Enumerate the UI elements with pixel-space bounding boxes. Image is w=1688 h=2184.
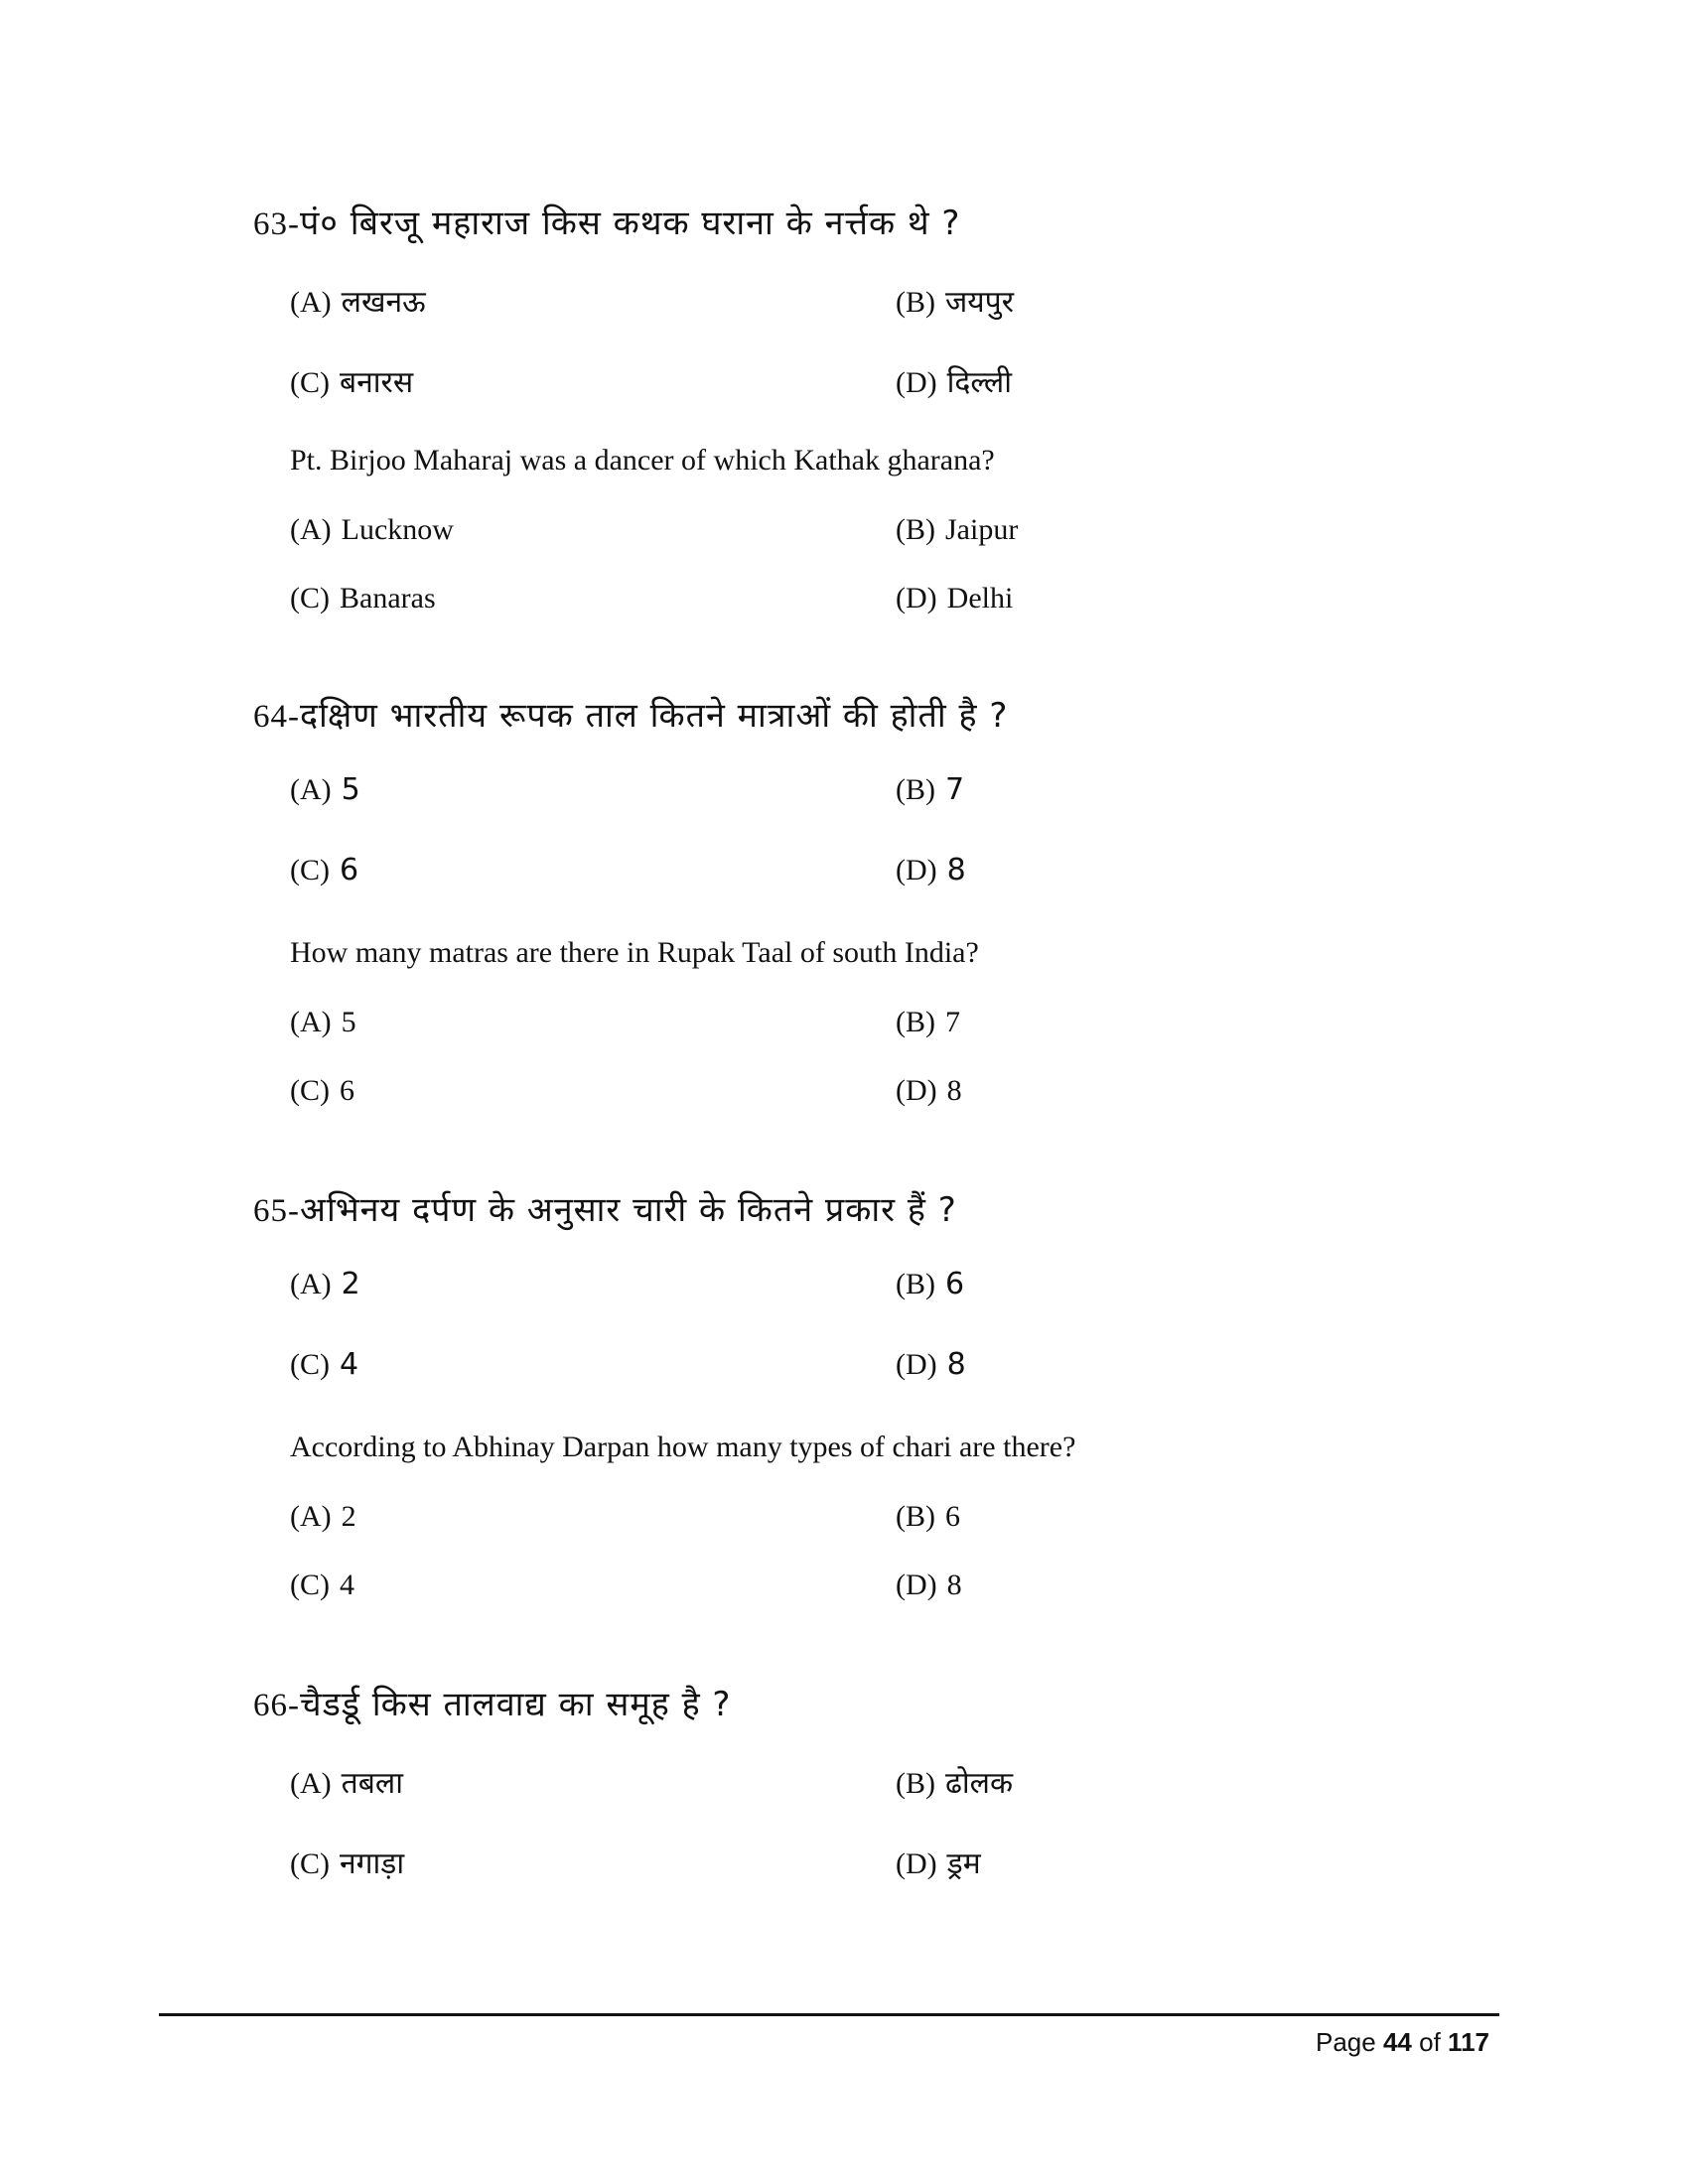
option-b-hindi [896,280,1014,321]
option-letter: (B) [896,1006,935,1038]
option-letter: (B) [896,1767,935,1800]
option-text: जयपुर [945,285,1014,320]
option-b-hindi [896,1761,1013,1802]
question-hindi: पं० बिरजू महाराज किस कथक घराना के नर्त्तक थे ? [300,204,961,243]
option-letter: (D) [896,582,937,614]
option-letter: (D) [896,366,937,399]
option-d-hindi [896,360,1012,401]
page-prefix: Page [1316,2027,1376,2057]
option-text: दिल्ली [946,365,1012,400]
option-d-english [896,1074,962,1108]
option-c-hindi [290,1347,358,1382]
option-a-hindi [290,1267,360,1301]
option-a-english [290,513,454,547]
option-d-hindi [896,1347,966,1382]
option-text: 7 [945,772,965,807]
option-b-english [896,1500,960,1534]
option-letter: (A) [290,513,332,546]
option-text: ढोलक [945,1766,1014,1801]
option-text: तबला [341,1766,403,1801]
option-text: नगाड़ा [340,1846,405,1881]
option-text: Jaipur [945,513,1019,546]
option-text: Banaras [340,582,436,614]
option-text: Delhi [946,582,1014,614]
option-b-hindi [896,772,964,807]
page-number [1316,2027,1489,2058]
option-a-english [290,1006,356,1039]
option-b-english [896,513,1018,547]
option-letter: (C) [290,1074,330,1107]
option-c-hindi [290,853,358,887]
question-number: 63- [253,206,300,242]
option-b-english [896,1006,960,1039]
option-text: लखनऊ [341,285,426,320]
question-hindi: चैडर्डू किस तालवाद्य का समूह है ? [300,1685,732,1724]
option-text: 8 [946,1569,962,1601]
option-text: 6 [340,1074,354,1107]
option-text: 8 [946,1074,962,1107]
footer-divider [159,2013,1499,2016]
option-text: 7 [945,1006,960,1038]
question-hindi-text [253,1185,957,1231]
question-english: According to Abhinay Darpan how many types of chari are there? [290,1431,1076,1463]
option-a-hindi [290,772,360,807]
option-text: Lucknow [341,513,454,546]
option-c-english [290,582,436,615]
option-letter: (D) [896,1074,937,1107]
option-c-hindi [290,1842,404,1882]
option-letter: (A) [290,773,332,806]
page-of: of [1419,2027,1441,2057]
option-text: 4 [340,1569,354,1601]
option-text: बनारस [340,365,414,400]
option-text: 2 [341,1267,360,1301]
option-b-hindi [896,1267,964,1301]
option-letter: (C) [290,854,330,887]
option-letter: (C) [290,366,330,399]
page-total: 117 [1448,2027,1489,2057]
option-c-english [290,1074,354,1108]
option-text: 4 [340,1347,359,1382]
option-letter: (A) [290,1500,332,1533]
option-text: 2 [341,1500,356,1533]
option-letter: (A) [290,286,332,319]
option-c-english [290,1569,354,1602]
question-hindi: दक्षिण भारतीय रूपक ताल कितने मात्राओं की होती है ? [300,696,1009,736]
option-text: 5 [341,772,360,807]
question-hindi-text [253,1680,731,1725]
option-letter: (D) [896,1569,937,1601]
option-letter: (C) [290,582,330,614]
option-text: ड्रम [946,1846,981,1881]
option-a-english [290,1500,356,1534]
option-letter: (B) [896,1268,935,1300]
option-text: 8 [946,853,966,887]
option-text: 6 [945,1500,960,1533]
question-number: 64- [253,699,300,735]
option-letter: (B) [896,286,935,319]
question-number: 65- [253,1193,300,1229]
option-letter: (D) [896,1348,937,1381]
option-letter: (B) [896,1500,935,1533]
option-d-hindi [896,1842,981,1882]
option-letter: (D) [896,1847,937,1880]
option-letter: (B) [896,773,935,806]
option-text: 5 [341,1006,356,1038]
page-current: 44 [1382,2027,1412,2057]
option-letter: (C) [290,1348,330,1381]
question-hindi-text [253,199,960,244]
option-text: 6 [340,853,359,887]
option-c-hindi [290,360,413,401]
option-text: 6 [945,1267,965,1301]
option-text: 8 [946,1347,966,1382]
question-hindi-text [253,691,1008,737]
option-letter: (D) [896,854,937,887]
option-d-hindi [896,853,966,887]
option-letter: (A) [290,1006,332,1038]
question-english: Pt. Birjoo Maharaj was a dancer of which Kathak gharana? [290,444,995,477]
option-a-hindi [290,280,426,321]
option-letter: (B) [896,513,935,546]
option-d-english [896,582,1013,615]
question-hindi: अभिनय दर्पण के अनुसार चारी के कितने प्रकार हैं ? [300,1190,957,1230]
question-english: How many matras are there in Rupak Taal of south India? [290,936,979,969]
option-letter: (C) [290,1847,330,1880]
question-number: 66- [253,1688,300,1723]
option-letter: (C) [290,1569,330,1601]
option-a-hindi [290,1761,403,1802]
option-letter: (A) [290,1767,332,1800]
option-d-english [896,1569,962,1602]
option-letter: (A) [290,1268,332,1300]
